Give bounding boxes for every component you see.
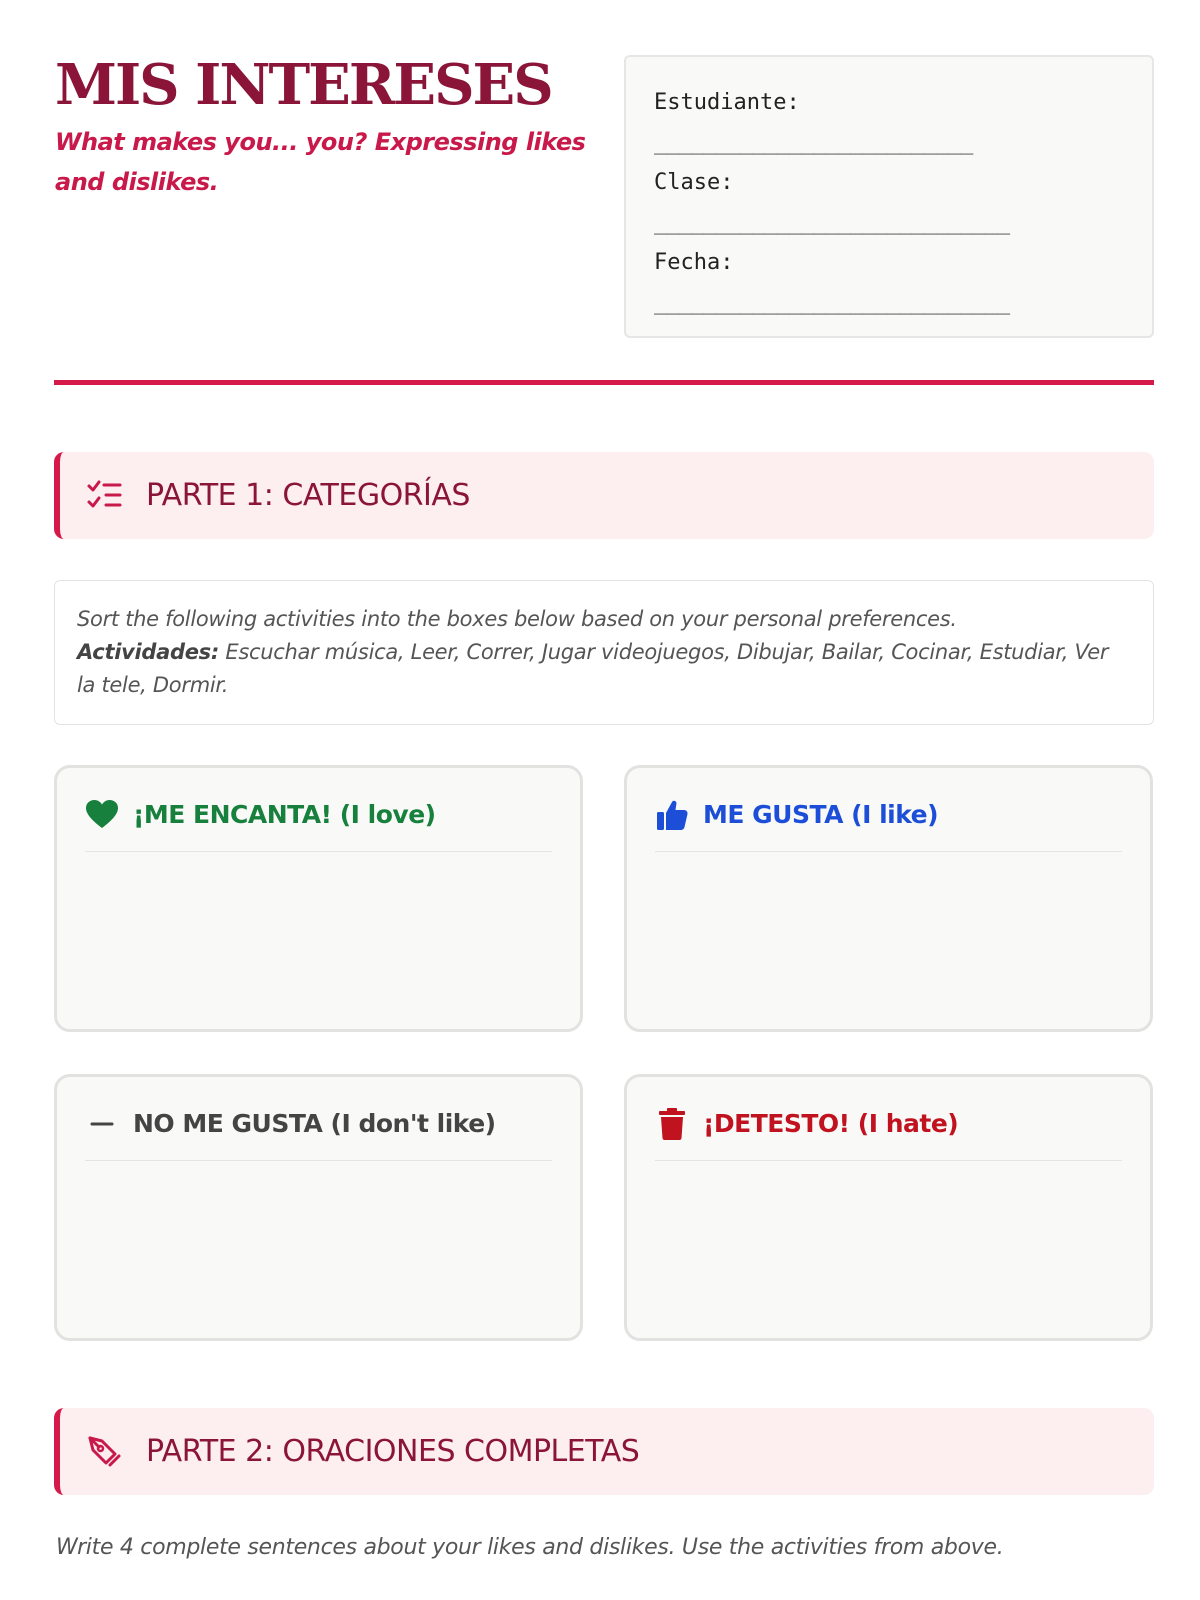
student-label: Estudiante:: [654, 90, 800, 115]
thumbs-up-icon: [655, 798, 689, 832]
part1-title: PARTE 1: CATEGORÍAS: [146, 478, 470, 513]
love-box[interactable]: [54, 765, 583, 1032]
dislike-label: NO ME GUSTA (I don't like): [133, 1109, 496, 1138]
date-field[interactable]: _____________________________: [654, 290, 1010, 315]
like-label: ME GUSTA (I like): [703, 800, 939, 829]
part1-header: [54, 452, 1154, 539]
page-title: MIS INTERESES: [55, 52, 552, 118]
part1-instruction-text: Sort the following activities into the boxes below based on your personal preferences.: [77, 607, 957, 631]
class-label: Clase:: [654, 170, 734, 195]
class-field[interactable]: _____________________________: [654, 210, 1010, 235]
activities-label: Actividades:: [77, 640, 219, 664]
trash-icon: [655, 1107, 689, 1141]
page-subtitle: What makes you... you? Expressing likes and dislikes.: [55, 128, 586, 196]
part2-instructions: Write 4 complete sentences about your likes and dislikes. Use the activities from above.: [56, 1535, 1004, 1560]
hate-box[interactable]: [624, 1074, 1153, 1341]
pen-icon: [86, 1434, 122, 1470]
heart-icon: [85, 798, 119, 832]
header-divider: [54, 380, 1154, 385]
activities-list: Escuchar música, Leer, Correr, Jugar videojuegos, Dibujar, Bailar, Cocinar, Estudiar, Ver la tele, Dormir.: [77, 640, 1109, 697]
part2-title: PARTE 2: ORACIONES COMPLETAS: [146, 1434, 640, 1469]
hate-label: ¡DETESTO! (I hate): [703, 1109, 959, 1138]
minus-icon: [85, 1107, 119, 1141]
student-info-box: [624, 55, 1154, 338]
like-box[interactable]: [624, 765, 1153, 1032]
dislike-box[interactable]: [54, 1074, 583, 1341]
date-label: Fecha:: [654, 250, 734, 275]
part1-instructions: [54, 580, 1154, 725]
student-name-field[interactable]: __________________________: [654, 130, 973, 155]
checklist-icon: [86, 478, 122, 514]
part2-header: [54, 1408, 1154, 1495]
love-label: ¡ME ENCANTA! (I love): [133, 800, 436, 829]
